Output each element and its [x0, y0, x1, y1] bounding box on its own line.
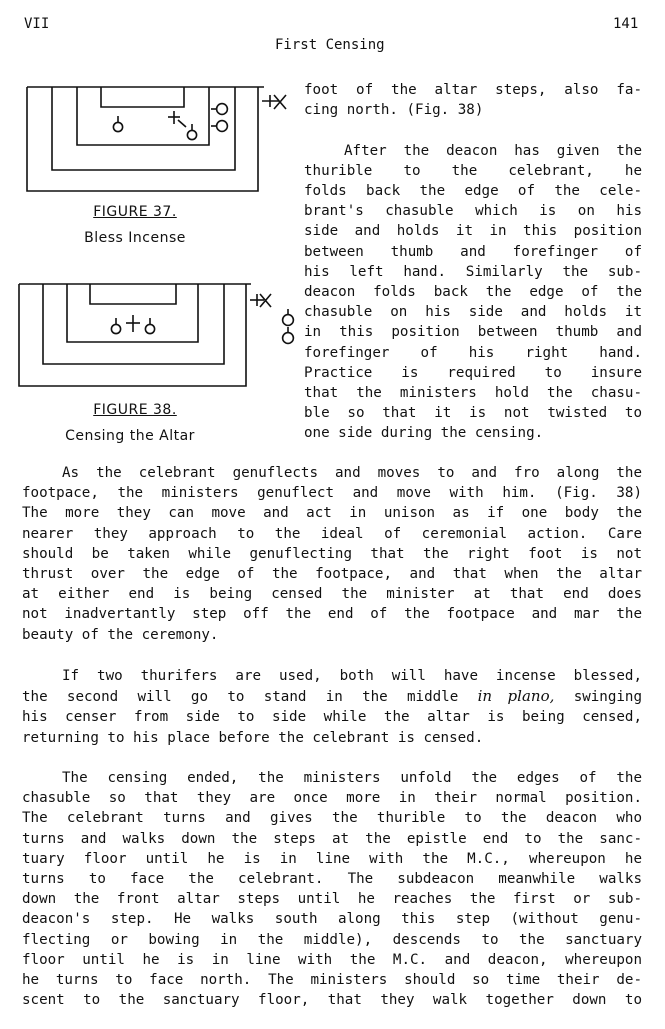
text-line: turns to face the celebrant. The subdeacon meanwhile walks	[22, 871, 642, 888]
text-line: at either end is being censed the minister at that end does	[22, 586, 642, 603]
figure-37-label: FIGURE 37.	[93, 204, 177, 220]
text-line: not inadvertantly step off the end of the footpace and mar the	[22, 606, 642, 623]
text-line: flecting or bowing in the middle), descends to the sanctuary	[22, 931, 642, 948]
text-line: The celebrant turns and gives the thurible to the deacon who	[22, 810, 642, 827]
text-line: returning to his place before the celebrant is censed.	[22, 729, 484, 746]
text-line: in this position between thumb and	[304, 324, 642, 341]
text-line: one side during the censing.	[304, 425, 544, 442]
text-line: Practice is required to insure	[304, 364, 642, 381]
page-number: 141	[613, 16, 639, 32]
text-line: he turns to face north. The ministers should so time their de-	[22, 972, 642, 989]
text-line: should be taken while genuflecting that the right foot is not	[22, 545, 642, 562]
text-line: foot of the altar steps, also fa-	[304, 82, 642, 98]
text-line: side and holds it in this position	[304, 223, 642, 240]
text-line	[304, 120, 642, 140]
figure-37-caption: Bless Incense	[84, 230, 186, 246]
figure-38-label: FIGURE 38.	[93, 402, 177, 418]
text-line: nearer they approach to the ideal of ceremonial action. Care	[22, 525, 642, 542]
text-line: between thumb and forefinger of	[304, 243, 642, 260]
text-line: his left hand. Similarly the sub-	[304, 263, 642, 280]
text-line: deacon's step. He walks south along this step (without genu-	[22, 911, 642, 928]
text-line: his censer from side to side while the altar is being censed,	[22, 709, 642, 726]
paragraph-2-line: If two thurifers are used, both will have incense blessed,	[62, 668, 642, 684]
paragraph-2	[22, 666, 642, 748]
text-line: thurible to the celebrant, he	[304, 162, 642, 179]
altar	[101, 87, 184, 107]
step-outer	[19, 284, 246, 386]
text-line: down the front altar steps until he reaches the first or sub-	[22, 891, 642, 908]
text-line: The censing ended, the ministers unfold the edges of the	[62, 770, 642, 786]
italic-phrase: in plano,	[477, 687, 555, 706]
paragraph-3	[22, 768, 642, 1010]
step-middle	[52, 87, 235, 170]
page-title: First Censing	[275, 37, 385, 53]
text-line: chasuble so that they are once more in their normal position.	[22, 790, 642, 807]
text-line: chasuble on his side and holds it	[304, 304, 642, 321]
text-line: footpace, the ministers genuflect and move with him. (Fig. 38)	[22, 485, 642, 502]
text-line: deacon folds back the edge of the	[304, 284, 642, 301]
thurifer-symbol	[283, 315, 294, 326]
text-line: that the ministers hold the chasu-	[304, 385, 642, 402]
thurifer-symbol	[217, 104, 228, 115]
text-line: floor until he is in line with the M.C. and deacon, whereupon	[22, 951, 642, 968]
boat-bearer-symbol	[217, 121, 228, 132]
text-line: brant's chasuble which is on his	[304, 203, 642, 220]
celebrant-symbol	[111, 324, 120, 333]
text-line: beauty of the ceremony.	[22, 626, 219, 643]
text-line: folds back the edge of the cele-	[304, 183, 642, 200]
text-line: scent to the sanctuary floor, that they walk together down to	[22, 992, 642, 1009]
text-line: As the celebrant genuflects and moves to and fro along the	[62, 465, 642, 481]
text-line: turns and walks down the steps at the epistle end to the sanc-	[22, 830, 642, 847]
altar	[90, 284, 176, 304]
figure-37-diagram	[24, 82, 294, 202]
celebrant-symbol	[113, 122, 122, 131]
figure-38-caption: Censing the Altar	[65, 428, 195, 444]
text-line: thrust over the edge of the footpace, and that when the altar	[22, 566, 642, 583]
text-line: After the deacon has given the	[344, 142, 642, 159]
side-column-text	[304, 80, 642, 444]
text-line: cing north. (Fig. 38)	[304, 102, 484, 119]
boat-bearer-symbol	[283, 333, 294, 344]
paragraph-1	[22, 463, 642, 645]
step-inner	[67, 284, 198, 342]
text-line: ble so that it is not twisted to	[304, 405, 642, 422]
paragraph-2-line: the second will go to stand in the middle in plano, swinging	[22, 687, 643, 706]
text-line: The more they can move and act in unison as if one body the	[22, 505, 642, 522]
figure-38-diagram	[18, 282, 288, 392]
chapter-number: VII	[24, 16, 50, 32]
step-inner	[77, 87, 209, 145]
text-line: forefinger of his right hand.	[304, 344, 642, 361]
step-outer	[27, 87, 258, 191]
text-line: tuary floor until he is in line with the M.C., whereupon he	[22, 850, 642, 867]
